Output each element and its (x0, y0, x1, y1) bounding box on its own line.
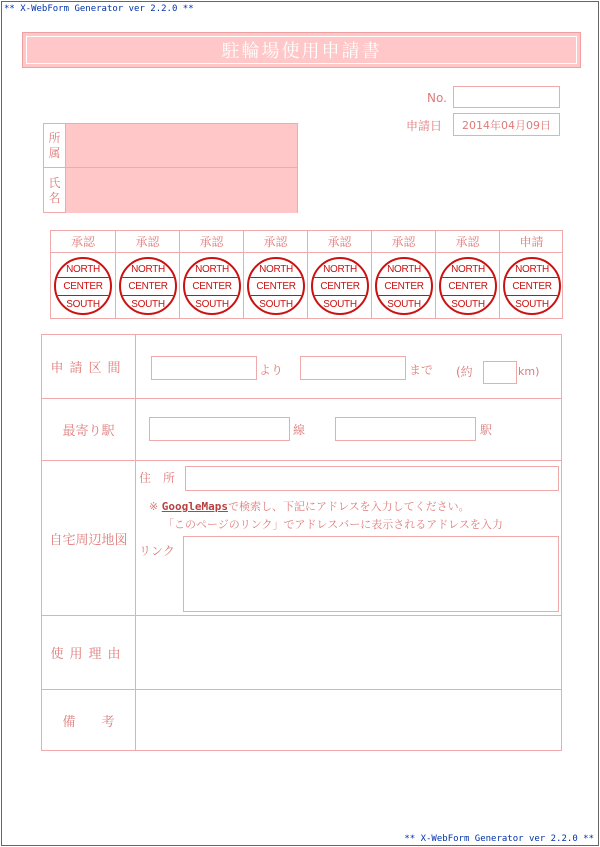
seal-top-text: NORTH (259, 264, 293, 275)
approval-seal[interactable] (247, 257, 305, 315)
page-title: 駐輪場使用申請書 (221, 41, 382, 62)
generator-label-bottom: ** X-WebForm Generator ver 2.2.0 ** (404, 834, 594, 844)
stamp-column (371, 231, 435, 318)
approval-stamp-table (50, 230, 563, 319)
stamp-column (435, 231, 499, 318)
seal-bot-text: SOUTH (515, 299, 549, 310)
seal-mid-text: CENTER (63, 281, 103, 292)
stamp-column (51, 231, 115, 318)
line-input[interactable] (149, 417, 290, 441)
seal-mid-text: CENTER (512, 281, 552, 292)
seal-top-text: NORTH (195, 264, 229, 275)
remarks-label: 備 考 (42, 690, 136, 751)
address-input[interactable] (185, 466, 559, 491)
stamp-column (307, 231, 371, 318)
approx-suffix: km) (518, 365, 540, 378)
approval-seal[interactable] (503, 257, 561, 315)
seal-mid-text: CENTER (384, 281, 424, 292)
applicant-block (43, 123, 298, 213)
affiliation-label: 所 属 (44, 124, 66, 167)
remarks-field[interactable] (137, 690, 561, 751)
seal-top-text: NORTH (131, 264, 165, 275)
approval-seal[interactable] (54, 257, 112, 315)
title-banner (22, 32, 581, 68)
reason-field[interactable] (137, 616, 561, 689)
seal-top-text: NORTH (451, 264, 485, 275)
station-row (42, 399, 561, 461)
map-link-textarea[interactable] (183, 536, 559, 612)
seal-bot-text: SOUTH (323, 299, 357, 310)
affiliation-field[interactable] (66, 124, 297, 167)
seal-mid-text: CENTER (192, 281, 232, 292)
seal-mid-text: CENTER (448, 281, 488, 292)
remarks-row (42, 690, 561, 751)
approval-seal[interactable] (119, 257, 177, 315)
no-field[interactable] (453, 86, 560, 108)
link-label: リンク (139, 544, 175, 558)
from-suffix: より (259, 363, 284, 377)
date-field[interactable]: 2014年04月09日 (453, 113, 560, 136)
reason-row (42, 616, 561, 690)
seal-top-text: NORTH (66, 264, 100, 275)
seal-mid-text: CENTER (320, 281, 360, 292)
seal-bot-text: SOUTH (66, 299, 100, 310)
seal-top-text: NORTH (515, 264, 549, 275)
stamp-header: 申請 (500, 231, 563, 253)
map-row (42, 461, 561, 616)
distance-input[interactable] (483, 361, 517, 384)
name-label: 氏 名 (44, 168, 66, 213)
stamp-column (499, 231, 563, 318)
approval-seal[interactable] (183, 257, 241, 315)
date-label: 申請日 (406, 119, 443, 133)
seal-bot-text: SOUTH (259, 299, 293, 310)
stamp-header: 承認 (51, 231, 115, 253)
to-suffix: まで (409, 363, 434, 377)
station-suffix: 駅 (480, 423, 493, 437)
line-suffix: 線 (293, 423, 306, 437)
name-field[interactable] (66, 168, 297, 213)
stamp-column (243, 231, 307, 318)
stamp-header: 承認 (116, 231, 179, 253)
address-label: 住 所 (139, 471, 176, 485)
seal-bot-text: SOUTH (131, 299, 165, 310)
stamp-column (179, 231, 243, 318)
seal-bot-text: SOUTH (195, 299, 229, 310)
googlemaps-link[interactable]: GoogleMaps (161, 500, 228, 513)
affiliation-row (44, 124, 297, 168)
stamp-header: 承認 (372, 231, 435, 253)
approval-seal[interactable] (311, 257, 369, 315)
approx-prefix: (約 (456, 365, 473, 379)
stamp-header: 承認 (308, 231, 371, 253)
map-note-line1: ※ GoogleMapsで検索し、下記にアドレスを入力してください。 (149, 500, 470, 513)
station-input[interactable] (335, 417, 476, 441)
generator-label-top: ** X-WebForm Generator ver 2.2.0 ** (4, 4, 194, 14)
approval-seal[interactable] (439, 257, 497, 315)
map-label: 自宅周辺地図 (42, 461, 136, 615)
seal-bot-text: SOUTH (387, 299, 421, 310)
map-note-line2: 「このページのリンク」でアドレスバーに表示されるアドレスを入力 (163, 518, 503, 531)
stamp-column (115, 231, 179, 318)
reason-label: 使用理由 (42, 616, 136, 689)
approval-seal[interactable] (375, 257, 433, 315)
seal-top-text: NORTH (323, 264, 357, 275)
stamp-header: 承認 (436, 231, 499, 253)
section-row (42, 335, 561, 399)
station-label: 最寄り駅 (42, 399, 136, 460)
seal-top-text: NORTH (387, 264, 421, 275)
section-from-input[interactable] (151, 356, 257, 380)
seal-mid-text: CENTER (256, 281, 296, 292)
application-form-table (41, 334, 562, 751)
section-to-input[interactable] (300, 356, 406, 380)
seal-bot-text: SOUTH (451, 299, 485, 310)
section-label: 申請区間 (42, 335, 136, 398)
name-row (44, 168, 297, 213)
no-label: No. (427, 91, 447, 105)
stamp-header: 承認 (180, 231, 243, 253)
stamp-header: 承認 (244, 231, 307, 253)
seal-mid-text: CENTER (128, 281, 168, 292)
